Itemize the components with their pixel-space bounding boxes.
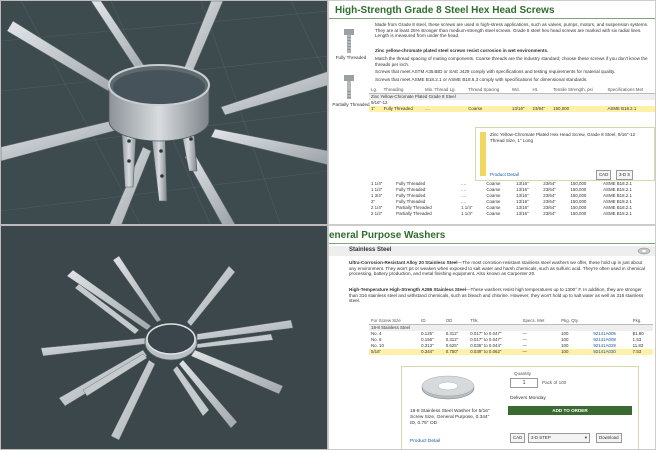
hub-assembly-render-top <box>1 1 328 225</box>
chevron-down-icon: ▾ <box>584 435 587 440</box>
cell-spacing: Coarse <box>486 205 501 211</box>
cell-wd: 13/16" <box>516 187 529 193</box>
cell-id: 0.344" <box>421 349 434 355</box>
note-threads: Match the thread spacing of mating components. Coarse threads are the industry standard; choose these screws if you don't know the threads per inch. <box>375 56 648 67</box>
col-specs: Specifications Met <box>605 87 655 94</box>
cell-id: 0.156" <box>421 337 434 343</box>
section-title: Stainless Steel <box>349 247 392 253</box>
product-popup-screw <box>475 127 655 181</box>
cell-min: 1 1/4" <box>461 205 473 211</box>
product-detail-link[interactable]: Product Detail <box>490 172 519 177</box>
cell-od: 0.750" <box>445 349 459 355</box>
part-number-link[interactable]: 92141A005 <box>593 331 616 337</box>
group-label: Zinc Yellow-Chromate Plated Grade 8 Steel <box>371 94 456 100</box>
page-title: eneral Purpose Washers <box>329 230 446 241</box>
cell-specs: — <box>522 337 527 343</box>
col-thk: Thk. <box>468 318 520 325</box>
cell-threading: Fully Threaded <box>396 193 426 199</box>
col-qty: Pkg. Qty. <box>559 318 591 325</box>
cell-size: No. 4 <box>371 331 382 337</box>
catalog-washers-panel <box>328 225 656 450</box>
section-bar <box>329 246 655 256</box>
cell-size: No. 6 <box>371 337 382 343</box>
cell-ht: 23/64" <box>543 187 556 193</box>
cell-ht: 23/64" <box>543 211 556 217</box>
cell-specs: ASME B18.2.1 <box>603 211 632 217</box>
title-divider <box>329 243 655 244</box>
cell-specs: ASME B18.2.1 <box>607 106 637 112</box>
popup-highlight-bar <box>480 132 486 176</box>
cell-qty: 100 <box>561 349 569 355</box>
cad-button[interactable]: CAD <box>510 433 525 443</box>
thumb-label-fully-threaded: Fully Threaded <box>335 55 367 60</box>
cell-ht: 23/64" <box>543 205 556 211</box>
washer-spec-table <box>369 318 653 355</box>
cell-thk: 0.017" to 0.047" <box>470 337 502 343</box>
cell-ht: 23/64" <box>543 199 556 205</box>
download-button[interactable]: Download <box>596 433 622 443</box>
cell-tensile: 150,000 <box>570 193 587 199</box>
cell-thk: 0.036" to 0.044" <box>470 343 502 349</box>
table-row[interactable] <box>369 106 655 112</box>
popup-description: 18-8 Stainless Steel Washer for 5/16" Screw Size, General Purpose, 0.344" ID, 0.75" OD <box>410 409 490 426</box>
col-tensile: Tensile Strength, psi <box>551 87 605 94</box>
cell-tensile: 150,000 <box>553 106 570 112</box>
cell-specs: ASME B18.2.1 <box>603 199 632 205</box>
col-specs: Specs. Met <box>521 318 560 325</box>
cell-id: 0.313" <box>421 343 434 349</box>
cell-spacing: Coarse <box>468 106 483 112</box>
cell-price: $1.80 <box>632 331 644 337</box>
cell-tensile: 150,000 <box>570 181 587 187</box>
cell-size: 5/16" <box>371 349 382 355</box>
cell-specs: ASME B18.2.1 <box>603 193 632 199</box>
note-zinc: Zinc yellow-chromate plated steel screws resist corrosion in wet environments. <box>375 48 549 53</box>
step-format-select[interactable]: 3-D S <box>616 170 633 180</box>
col-pkg: Pkg. <box>631 318 653 325</box>
cell-min: .... <box>461 193 467 199</box>
cell-od: 0.312" <box>445 331 459 337</box>
col-threading: Threading <box>382 87 423 94</box>
cell-lg: 2 1/2" <box>371 211 383 217</box>
part-number-link[interactable]: 92141A029 <box>593 343 616 349</box>
table-row[interactable] <box>369 211 655 217</box>
cell-specs: — <box>522 349 527 355</box>
cell-specs: — <box>522 331 527 337</box>
cell-threading: Partially Threaded <box>396 211 432 217</box>
cell-lg: 2 1/4" <box>371 205 383 211</box>
cell-wd: 13/16" <box>516 205 529 211</box>
pack-label: Pack of 100 <box>542 380 567 385</box>
cell-qty: 100 <box>561 343 569 349</box>
cell-thk: 0.017" to 0.047" <box>470 331 502 337</box>
col-for-screw: For Screw Size <box>369 318 419 325</box>
cell-min: .... <box>461 187 467 193</box>
cell-qty: 100 <box>561 337 569 343</box>
cell-od: 0.625" <box>445 343 459 349</box>
cell-tensile: 150,000 <box>570 199 587 205</box>
cell-od: 0.312" <box>445 337 459 343</box>
cell-specs: ASME B18.2.1 <box>603 181 632 187</box>
col-lg: Lg. <box>369 87 382 94</box>
col-id: ID <box>419 318 444 325</box>
cell-price: 7.53 <box>632 349 642 355</box>
cell-id: 0.125" <box>421 331 434 337</box>
cell-threading: Partially Threaded <box>396 205 432 211</box>
cell-min: .... <box>425 106 430 112</box>
fully-threaded-screw-image[interactable] <box>335 27 363 55</box>
cell-price: 1.53 <box>632 337 642 343</box>
add-to-order-button[interactable]: ADD TO ORDER <box>508 406 632 415</box>
cell-spacing: Coarse <box>486 211 501 217</box>
intro-text: Made from Grade 8 steel, these screws are used in high-stress applications, such as valves, pumps, motors, and suspension systems. They are at least 25% stronger than medium-strength steel screws. Grade 8 steel hex head screws are marked with six radial lines. Length is measured from under the head. <box>375 22 649 39</box>
table-row-selected[interactable] <box>369 349 653 355</box>
cell-ht: 23/64" <box>543 181 556 187</box>
note-asme: Screws that meet ASME B18.2.1 or ASME B18.6.3 comply with specifications for dimensional standards. <box>375 77 588 82</box>
cell-ht: 23/64" <box>543 193 556 199</box>
cad-view-top[interactable] <box>0 0 328 225</box>
cell-lg: 1 3/4" <box>371 193 383 199</box>
cell-tensile: 150,000 <box>570 211 587 217</box>
cell-min: .... <box>461 199 467 205</box>
cell-min: 1 1/4" <box>461 211 473 217</box>
cell-wd: 13/16" <box>516 181 529 187</box>
cell-spacing: Coarse <box>486 193 501 199</box>
washer-thumbnail-icon <box>637 247 651 255</box>
page-title: High-Strength Grade 8 Steel Hex Head Screws <box>335 5 555 16</box>
size-label: 9/16"-12 <box>371 100 388 106</box>
product-detail-link[interactable]: Product Detail <box>410 439 441 444</box>
cell-ht: 23/64" <box>532 106 546 112</box>
col-ht: Ht. <box>531 87 552 94</box>
cell-specs: — <box>522 343 527 349</box>
note-astm: Screws that meet ASTM A354BD or SAE J429 comply with specifications and testing requirements for material quality. <box>375 69 616 74</box>
quantity-label: Quantity <box>514 371 532 376</box>
cell-wd: 13/16" <box>516 199 529 205</box>
hub-assembly-render-bottom <box>1 226 328 450</box>
partially-threaded-screw-image[interactable] <box>335 73 363 101</box>
quantity-input[interactable]: 1 <box>510 378 538 388</box>
delivery-text: Delivers Monday <box>510 396 546 401</box>
cell-spacing: Coarse <box>486 187 501 193</box>
cad-view-bottom[interactable] <box>0 225 328 450</box>
part-number-link[interactable]: 92141A008 <box>593 337 616 343</box>
thumb-label-partially-threaded: Partially Threaded <box>332 102 370 107</box>
cell-qty: 100 <box>561 331 569 337</box>
cell-thk: 0.039" to 0.062" <box>470 349 502 355</box>
alloy20-paragraph <box>349 260 651 277</box>
cell-tensile: 150,000 <box>570 187 587 193</box>
cell-min: .... <box>461 181 467 187</box>
screw-spec-table-more <box>369 181 655 217</box>
cell-wd: 13/16" <box>516 211 529 217</box>
a286-text: —These washers resist high temperatures up to 1300° F. In addition, they are stronger than 316 stainless steel and withstand chemicals, such as bleach and chlorine. However, they won't hold up to salt water as well as 316 stainless steel. <box>349 287 644 304</box>
popup-description: Zinc Yellow-Chromate Plated Hex Head Screw, Grade 8 Steel, 9/16"-12 Thread Size, 1" Long <box>490 132 636 143</box>
col-min-thread: Min. Thread Lg. <box>423 87 466 94</box>
washer-product-image <box>418 373 478 401</box>
cell-threading: Fully Threaded <box>396 187 426 193</box>
a286-paragraph <box>349 287 651 304</box>
part-number-link[interactable]: 92141A030 <box>593 349 616 355</box>
catalog-screws-panel <box>328 0 656 225</box>
cell-specs: ASME B18.2.1 <box>603 187 632 193</box>
screw-spec-table <box>369 87 655 112</box>
alloy20-heading: Ultra-Corrosion-Resistant Alloy 20 Stainless Steel <box>349 260 458 265</box>
step-format-value: 3-D STEP <box>531 435 551 440</box>
product-popup-washer <box>401 366 639 450</box>
cell-lg: 1 1/2" <box>371 187 383 193</box>
a286-heading: High-Temperature High-Strength A286 Stainless Steel <box>349 287 466 292</box>
col-wd: Wd. <box>510 87 531 94</box>
cad-button[interactable]: CAD <box>596 170 611 180</box>
cell-wd: 13/16" <box>511 106 525 112</box>
cell-tensile: 150,000 <box>570 205 587 211</box>
cell-specs: ASME B18.2.1 <box>603 205 632 211</box>
cell-threading: Fully Threaded <box>396 199 426 205</box>
cell-size: No. 10 <box>371 343 384 349</box>
col-od: OD <box>444 318 469 325</box>
cell-threading: Fully Threaded <box>396 181 426 187</box>
group-label: 18-8 Stainless Steel <box>371 325 411 331</box>
cell-threading: Fully Threaded <box>383 106 413 112</box>
cell-spacing: Coarse <box>486 199 501 205</box>
cell-price: 11.83 <box>632 343 644 349</box>
cell-lg: 1 1/4" <box>371 181 383 187</box>
cell-lg: 1" <box>371 106 376 112</box>
cell-lg: 2" <box>371 199 376 205</box>
step-format-select[interactable] <box>528 433 590 443</box>
col-thread-spacing: Thread Spacing <box>466 87 510 94</box>
alloy20-text: —The most corrosion-resistant stainless steel washers we offer, these hold up in just about any environment. They won't pit or weaken when exposed to salt water and harsh chemicals, such as sulfuric acid. They're often used in chemical processing, battery production, and metal finishing equipment. Also known as Carpenter 20. <box>349 260 645 277</box>
cell-spacing: Coarse <box>486 181 501 187</box>
cell-wd: 13/16" <box>516 193 529 199</box>
title-divider <box>329 18 655 19</box>
